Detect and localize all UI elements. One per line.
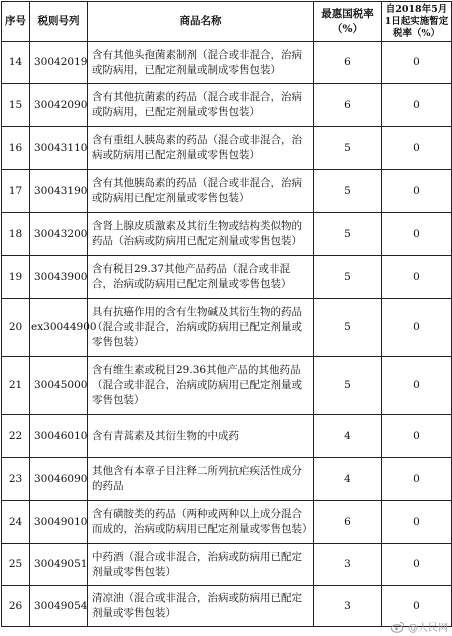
header-mfn-rate: 最惠国税率（%） — [314, 2, 382, 42]
header-product-name: 商品名称 — [88, 2, 314, 42]
interim-rate-cell: 0 — [382, 586, 452, 627]
mfn-rate-cell: 5 — [314, 127, 382, 170]
product-name-cell: 含有维生素或税目29.36其他产品的其他药品（混合或非混合，治病或防病用已配定剂量或零售包装） — [88, 357, 314, 415]
table-row — [2, 42, 452, 84]
serial-number-cell: 25 — [2, 544, 30, 586]
mfn-rate-cell: 5 — [314, 256, 382, 299]
interim-rate-cell: 0 — [382, 357, 452, 415]
mfn-rate-cell: 5 — [314, 170, 382, 213]
header-tariff-code: 税则号列 — [30, 2, 88, 42]
mfn-rate-cell: 3 — [314, 586, 382, 627]
interim-rate-cell: 0 — [382, 84, 452, 127]
table-body — [2, 42, 452, 627]
table-row — [2, 415, 452, 458]
serial-number-cell: 26 — [2, 586, 30, 627]
product-name-cell: 清凉油（混合或非混合，治病或防病用已配定剂量或零售包装） — [88, 586, 314, 627]
table-row — [2, 357, 452, 415]
tariff-code-cell: 30049051 — [30, 544, 88, 586]
table-row — [2, 213, 452, 256]
serial-number-cell: 18 — [2, 213, 30, 256]
tariff-code-cell: 30043110 — [30, 127, 88, 170]
table-row — [2, 501, 452, 544]
tariff-code-cell: 30042019 — [30, 42, 88, 84]
serial-number-cell: 24 — [2, 501, 30, 544]
mfn-rate-cell: 6 — [314, 501, 382, 544]
mfn-rate-cell: 6 — [314, 84, 382, 127]
table-header — [2, 2, 452, 42]
table-row — [2, 170, 452, 213]
mfn-rate-cell: 5 — [314, 299, 382, 357]
table-row — [2, 299, 452, 357]
tariff-code-cell: 30043200 — [30, 213, 88, 256]
mfn-rate-cell: 5 — [314, 213, 382, 256]
tariff-code-cell: 30046090 — [30, 458, 88, 501]
interim-rate-cell: 0 — [382, 458, 452, 501]
interim-rate-cell: 0 — [382, 415, 452, 458]
tariff-table — [1, 1, 452, 627]
product-name-cell: 含有磺胺类的药品（两种或两种以上成分混合而成的，治病或防病用已配定剂量或零售包装） — [88, 501, 314, 544]
product-name-cell: 中药酒（混合或非混合，治病或防病用已配定剂量或零售包装） — [88, 544, 314, 586]
table-row — [2, 458, 452, 501]
interim-rate-cell: 0 — [382, 544, 452, 586]
tariff-code-cell: 30043190 — [30, 170, 88, 213]
tariff-code-cell: 30042090 — [30, 84, 88, 127]
mfn-rate-cell: 5 — [314, 357, 382, 415]
serial-number-cell: 23 — [2, 458, 30, 501]
table-row — [2, 84, 452, 127]
serial-number-cell: 19 — [2, 256, 30, 299]
product-name-cell: 含有税目29.37其他产品药品（混合或非混合，治病或防病用已配定剂量或零售包装） — [88, 256, 314, 299]
weibo-icon — [391, 621, 405, 633]
watermark — [391, 619, 448, 634]
serial-number-cell: 14 — [2, 42, 30, 84]
mfn-rate-cell: 4 — [314, 458, 382, 501]
table-row — [2, 256, 452, 299]
table-row — [2, 586, 452, 627]
product-name-cell: 含有重组人胰岛素的药品（混合或非混合，治病或防病用已配定剂量或零售包装） — [88, 127, 314, 170]
product-name-cell: 具有抗癌作用的含有生物碱及其衍生物的药品（混合或非混合，治病或防病用已配定剂量或零售包装） — [88, 299, 314, 357]
tariff-code-cell: ex30044900 — [30, 299, 88, 357]
header-interim-rate: 自2018年5月1日起实施暂定税率（%） — [382, 2, 452, 42]
tariff-code-cell: 30049010 — [30, 501, 88, 544]
interim-rate-cell: 0 — [382, 501, 452, 544]
mfn-rate-cell: 4 — [314, 415, 382, 458]
product-name-cell: 含有其他头孢菌素制剂（混合或非混合，治病或防病用，已配定剂量或制成零售包装） — [88, 42, 314, 84]
tariff-code-cell: 30045000 — [30, 357, 88, 415]
serial-number-cell: 17 — [2, 170, 30, 213]
interim-rate-cell: 0 — [382, 256, 452, 299]
serial-number-cell: 22 — [2, 415, 30, 458]
serial-number-cell: 16 — [2, 127, 30, 170]
tariff-code-cell: 30043900 — [30, 256, 88, 299]
tariff-code-cell: 30046010 — [30, 415, 88, 458]
tariff-code-cell: 30049054 — [30, 586, 88, 627]
product-name-cell: 含肾上腺皮质激素及其衍生物或结构类似物的药品（治病或防病用已配定剂量或零售包装） — [88, 213, 314, 256]
interim-rate-cell: 0 — [382, 299, 452, 357]
product-name-cell: 其他含有本章子目注释二所列抗疟疾活性成分的药品 — [88, 458, 314, 501]
serial-number-cell: 21 — [2, 357, 30, 415]
interim-rate-cell: 0 — [382, 213, 452, 256]
serial-number-cell: 15 — [2, 84, 30, 127]
mfn-rate-cell: 3 — [314, 544, 382, 586]
table-row — [2, 127, 452, 170]
product-name-cell: 含有青蒿素及其衍生物的中成药 — [88, 415, 314, 458]
product-name-cell: 含有其他胰岛素的药品（混合或非混合，治病或防病用已配定剂量或零售包装） — [88, 170, 314, 213]
product-name-cell: 含有其他抗菌素的药品（混合或非混合，治病或防病用，已配定剂量或零售包装） — [88, 84, 314, 127]
header-row — [2, 2, 452, 42]
header-serial-number: 序号 — [2, 2, 30, 42]
watermark-text: @人民网 — [408, 623, 448, 634]
table-row — [2, 544, 452, 586]
serial-number-cell: 20 — [2, 299, 30, 357]
interim-rate-cell: 0 — [382, 127, 452, 170]
interim-rate-cell: 0 — [382, 170, 452, 213]
interim-rate-cell: 0 — [382, 42, 452, 84]
mfn-rate-cell: 6 — [314, 42, 382, 84]
